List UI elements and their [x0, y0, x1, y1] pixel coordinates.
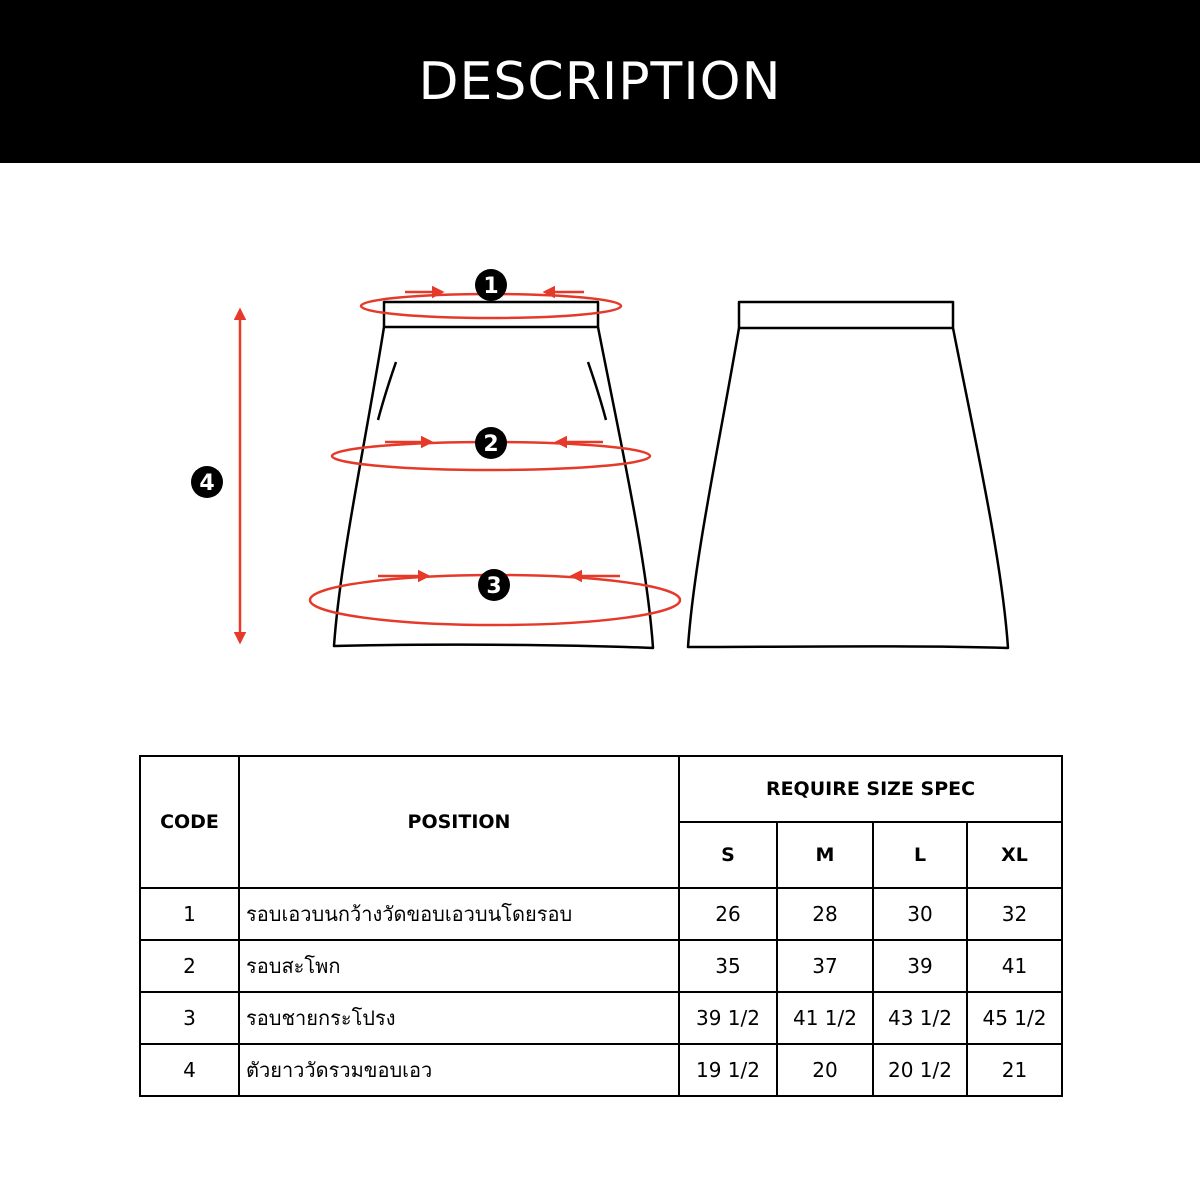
size-header-l: L [873, 822, 967, 888]
row-code: 1 [140, 888, 239, 940]
row-position: รอบสะโพก [239, 940, 679, 992]
svg-text:4: 4 [199, 471, 215, 496]
row-code: 3 [140, 992, 239, 1044]
value-l: 39 [873, 940, 967, 992]
marker-1-icon [475, 269, 507, 301]
skirt-back-outline [688, 302, 1008, 648]
size-header-xl: XL [967, 822, 1062, 888]
value-xl: 41 [967, 940, 1062, 992]
back-waistband [739, 302, 953, 328]
value-m: 37 [777, 940, 873, 992]
marker-4-icon [191, 466, 223, 498]
row-position: ตัวยาววัดรวมขอบเอว [239, 1044, 679, 1096]
size-header-s: S [679, 822, 777, 888]
value-l: 43 1/2 [873, 992, 967, 1044]
value-s: 19 1/2 [679, 1044, 777, 1096]
table-row [140, 992, 1062, 1044]
spec-header: REQUIRE SIZE SPEC [679, 756, 1062, 822]
size-spec-table [139, 755, 1063, 1097]
value-xl: 45 1/2 [967, 992, 1062, 1044]
value-s: 39 1/2 [679, 992, 777, 1044]
position-header: POSITION [239, 756, 679, 888]
size-header-m: M [777, 822, 873, 888]
skirt-diagram [0, 163, 1200, 723]
table-row [140, 940, 1062, 992]
value-xl: 32 [967, 888, 1062, 940]
row-position: รอบชายกระโปรง [239, 992, 679, 1044]
right-pocket-line [588, 362, 606, 420]
back-body [688, 328, 1008, 648]
value-s: 35 [679, 940, 777, 992]
header-banner [0, 0, 1200, 163]
value-l: 30 [873, 888, 967, 940]
value-s: 26 [679, 888, 777, 940]
value-m: 41 1/2 [777, 992, 873, 1044]
row-code: 2 [140, 940, 239, 992]
table-row [140, 888, 1062, 940]
code-header: CODE [140, 756, 239, 888]
svg-text:2: 2 [483, 432, 499, 457]
row-code: 4 [140, 1044, 239, 1096]
value-m: 28 [777, 888, 873, 940]
svg-text:1: 1 [483, 274, 499, 299]
left-pocket-line [378, 362, 396, 420]
marker-3-icon [478, 569, 510, 601]
svg-text:3: 3 [486, 574, 502, 599]
table-row [140, 1044, 1062, 1096]
row-position: รอบเอวบนกว้างวัดขอบเอวบนโดยรอบ [239, 888, 679, 940]
value-xl: 21 [967, 1044, 1062, 1096]
front-waistband [384, 302, 598, 327]
marker-2-icon [475, 427, 507, 459]
value-m: 20 [777, 1044, 873, 1096]
value-l: 20 1/2 [873, 1044, 967, 1096]
page-title: DESCRIPTION [418, 51, 782, 112]
table-header-row [140, 756, 1062, 822]
